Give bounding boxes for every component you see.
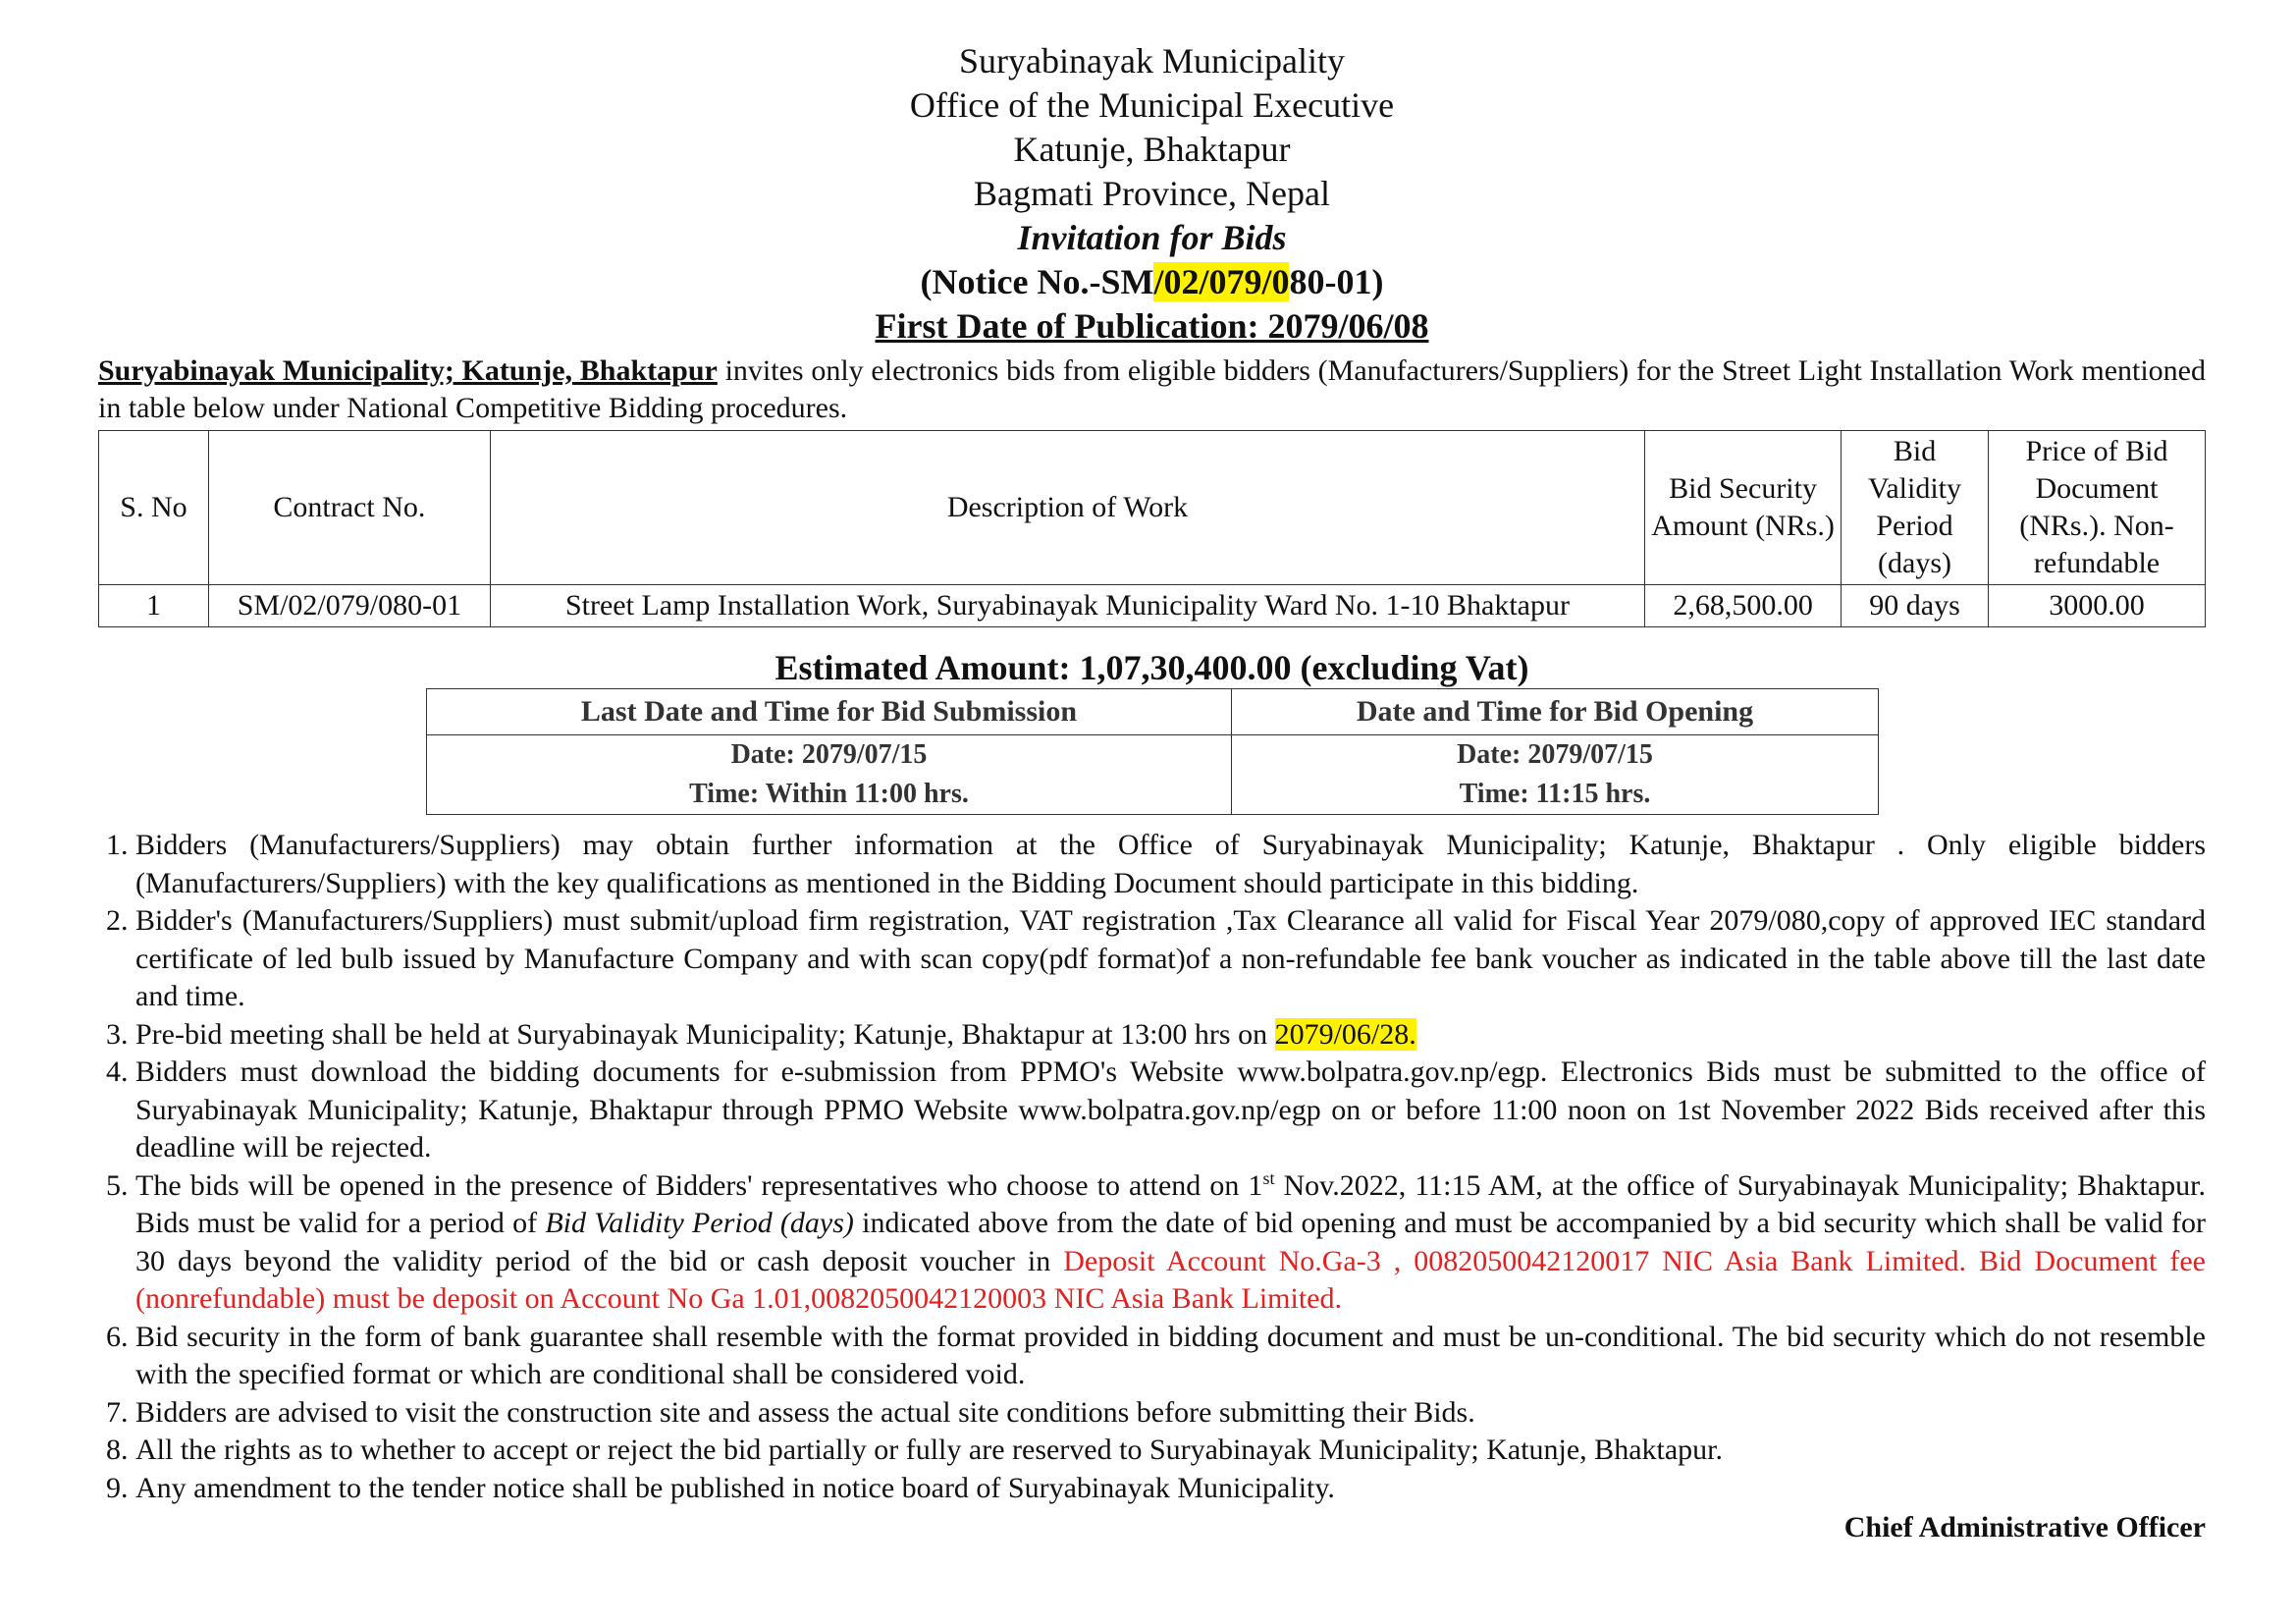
col-header: S. No (99, 431, 209, 585)
intro-org: Suryabinayak Municipality; Katunje, Bhaktapur (98, 354, 718, 387)
table-cell: 90 days (1842, 585, 1989, 627)
col-header: Bid Security Amount (NRs.) (1645, 431, 1842, 585)
list-item: 8. All the rights as to whether to accept or reject the bid partially or fully are reserved to Suryabinayak Municipality; Katunje, Bhaktapur. (135, 1432, 2206, 1470)
notice-header (98, 39, 2206, 349)
note-text: Nov.2022, 11:15 AM, at the office of Suryabinayak Municipality; Bhaktapur. Bids must be valid for a period of (135, 1168, 2206, 1239)
office-name: Office of the Municipal Executive (909, 85, 1395, 125)
note-italic: Bid Validity Period (days) (545, 1207, 854, 1239)
municipality-name: Suryabinayak Municipality (959, 41, 1345, 81)
list-item: 6. Bid security in the form of bank guarantee shall resemble with the format provided in bidding document and must be un-conditional. The bid security which do not resemble with the specified format or which are conditional shall be considered void. (135, 1319, 2206, 1394)
notice-number-highlight: /02/079/0 (1153, 262, 1290, 301)
list-item: 7. Bidders are advised to visit the construction site and assess the actual site conditions before submitting their Bids. (135, 1394, 2206, 1433)
submission-header: Last Date and Time for Bid Submission (426, 689, 1232, 735)
table-cell: 3000.00 (1989, 585, 2206, 627)
list-item: 2. Bidder's (Manufacturers/Suppliers) must submit/upload firm registration, VAT registration ,Tax Clearance all valid for Fiscal Year 2079/080,copy of approved IEC standard certificate of led bulb issued by Manufacture Company and with scan copy(pdf format)of a non-refundable fee bank voucher as indicated in the table above till the last date and time. (135, 902, 2206, 1016)
intro-paragraph (98, 352, 2206, 427)
signature: Chief Administrative Officer (1843, 1511, 2206, 1543)
list-item (135, 1167, 2206, 1319)
notes-list (98, 827, 2206, 1507)
table-cell: SM/02/079/080-01 (208, 585, 490, 627)
notice-number-suffix: 80-01) (1289, 262, 1384, 301)
opening-header: Date and Time for Bid Opening (1232, 689, 1878, 735)
prebid-date-highlight: 2079/06/28. (1274, 1017, 1416, 1051)
office-location: Katunje, Bhaktapur (1013, 130, 1291, 169)
estimated-amount: Estimated Amount: 1,07,30,400.00 (excluding Vat) (774, 648, 1529, 687)
note-text: Pre-bid meeting shall be held at Suryabinayak Municipality; Katunje, Bhaktapur at 13:00 hrs on (135, 1017, 1275, 1051)
notice-number-prefix: (Notice No.-SM (920, 262, 1154, 301)
table-row (99, 585, 2206, 627)
col-header: Description of Work (490, 431, 1644, 585)
dates-table (426, 688, 1879, 815)
note-text: indicated above from the date of bid opening and must be accompanied by a bid security which shall be valid for 30 days beyond the validity period of the bid or cash deposit voucher in (135, 1207, 2207, 1277)
submission-cell (426, 735, 1232, 815)
opening-time: Time: 11:15 hrs. (1459, 779, 1651, 809)
opening-cell (1232, 735, 1878, 815)
list-item: 1. Bidders (Manufacturers/Suppliers) may obtain further information at the Office of Suryabinayak Municipality; Katunje, Bhaktapur . Only eligible bidders (Manufacturers/Suppliers) with the key qualifications as mentioned in the Bidding Document should participate in this bidding. (135, 827, 2206, 902)
table-header-row (99, 431, 2206, 585)
list-item: 4. Bidders must download the bidding documents for e-submission from PPMO's Website www.bolpatra.gov.np/egp. Electronics Bids must be submitted to the office of Suryabinayak Municipality; Katunje, Bhaktapur through PPMO Website www.bolpatra.gov.np/egp on or before 11:00 noon on 1st November 2022 Bids received after this deadline will be rejected. (135, 1054, 2206, 1167)
table-cell: 2,68,500.00 (1645, 585, 1842, 627)
opening-date: Date: 2079/07/15 (1457, 739, 1653, 770)
publication-date: First Date of Publication: 2079/06/08 (875, 306, 1429, 346)
notice-page (98, 39, 2206, 1544)
col-header: Price of Bid Document (NRs.). Non-refundable (1989, 431, 2206, 585)
submission-time: Time: Within 11:00 hrs. (689, 779, 969, 809)
notice-number (98, 260, 2206, 304)
table-cell: Street Lamp Installation Work, Suryabinayak Municipality Ward No. 1-10 Bhaktapur (490, 585, 1644, 627)
dates-row (426, 735, 1878, 815)
deposit-account-text: Deposit Account No.Ga-3 , 0082050042120017 NIC Asia Bank Limited. Bid Document fee (nonrefundable) must be deposit on Account No Ga 1.01,0082050042120003 NIC Asia Bank Limited. (135, 1244, 2206, 1315)
contract-table (98, 430, 2206, 627)
col-header: Contract No. (208, 431, 490, 585)
list-item (135, 1016, 2206, 1055)
list-item: 9. Any amendment to the tender notice shall be published in notice board of Suryabinayak Municipality. (135, 1470, 2206, 1508)
notice-title: Invitation for Bids (1017, 218, 1287, 257)
intro-text: invites only electronics bids from eligible bidders (Manufacturers/Suppliers) for the Street Light Installation Work mentioned in table below under National Competitive Bidding procedures. (98, 354, 2206, 424)
dates-header-row (426, 689, 1878, 735)
col-header: Bid Validity Period (days) (1842, 431, 1989, 585)
submission-date: Date: 2079/07/15 (730, 739, 928, 770)
note-text: The bids will be opened in the presence of Bidders' representatives who choose to attend on 1 (135, 1168, 1263, 1202)
table-cell: 1 (99, 585, 209, 627)
province: Bagmati Province, Nepal (974, 174, 1330, 213)
ordinal-suffix: st (1262, 1167, 1275, 1188)
